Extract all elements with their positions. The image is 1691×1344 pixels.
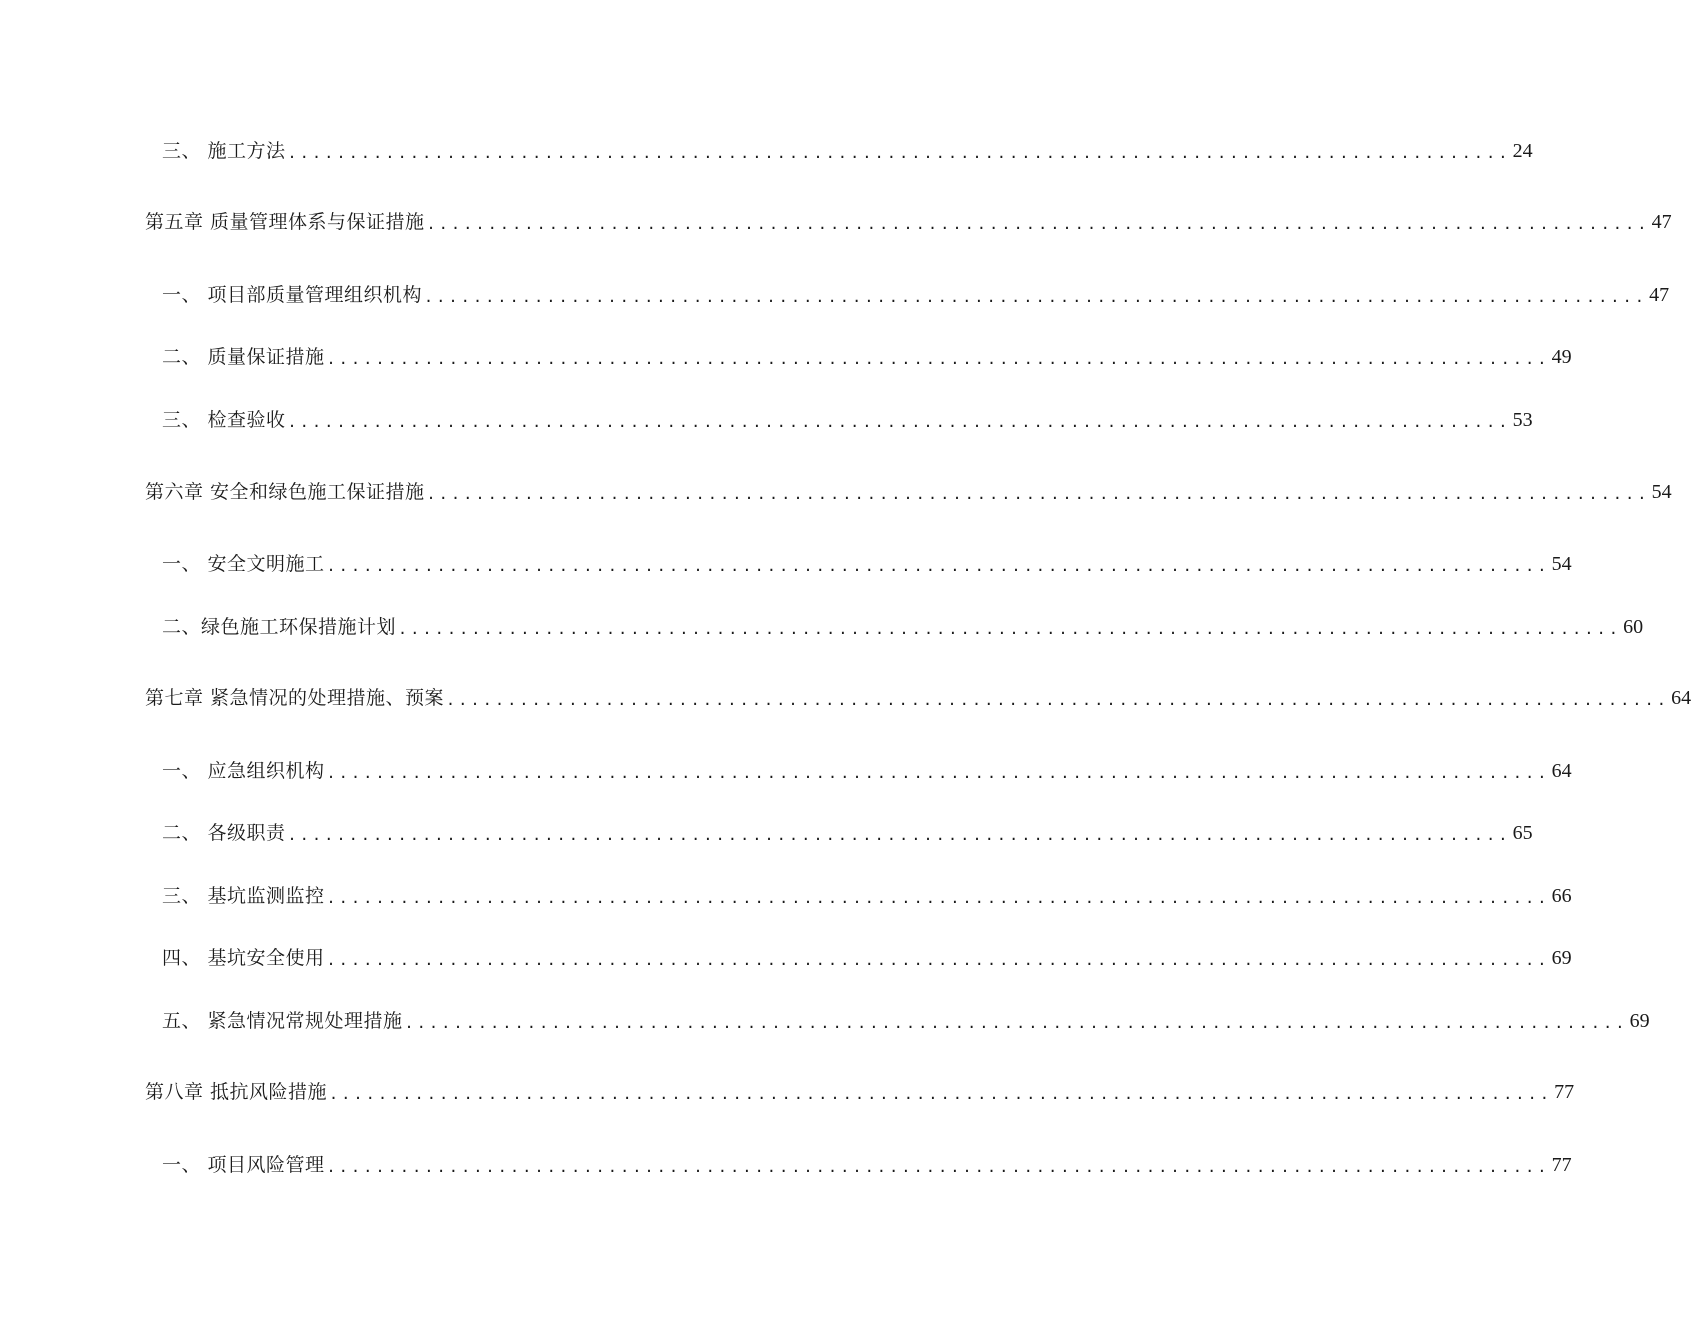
toc-entry[interactable]: [162, 1005, 1650, 1037]
toc-entry-title: 一、 项目风险管理: [162, 1154, 325, 1176]
toc-page-number: 47: [1649, 284, 1670, 306]
toc-dot-leader: ....................................................................................................: [446, 691, 1670, 709]
toc-entry[interactable]: [162, 817, 1533, 849]
toc-dot-leader: ....................................................................................................: [326, 764, 1550, 782]
toc-entry[interactable]: [145, 476, 1672, 508]
toc-dot-leader: ....................................................................................................: [326, 1158, 1550, 1176]
toc-entry-title: 三、 检查验收: [162, 409, 286, 431]
toc-entry-title: 五、 紧急情况常规处理措施: [162, 1010, 403, 1032]
toc-dot-leader: ....................................................................................................: [287, 144, 1511, 162]
toc-entry-title: 一、 项目部质量管理组织机构: [162, 284, 423, 306]
toc-page-number: 66: [1551, 885, 1572, 907]
toc-entry[interactable]: [162, 135, 1533, 167]
toc-entry[interactable]: [162, 548, 1572, 580]
toc-page-number: 47: [1651, 211, 1672, 233]
toc-page-number: 24: [1512, 140, 1533, 162]
toc-entry-title: 三、 基坑监测监控: [162, 885, 325, 907]
toc-entry[interactable]: [162, 404, 1533, 436]
toc-entry[interactable]: [145, 206, 1672, 238]
toc-entry-title: 第八章 抵抗风险措施: [145, 1081, 328, 1103]
toc-entry[interactable]: [162, 942, 1572, 974]
toc-entry[interactable]: [162, 755, 1572, 787]
toc-dot-leader: ....................................................................................................: [426, 215, 1650, 233]
toc-entry[interactable]: [162, 341, 1572, 373]
toc-entry[interactable]: [162, 279, 1670, 311]
toc-page-number: 77: [1551, 1154, 1572, 1176]
toc-page-number: 65: [1512, 822, 1533, 844]
toc-entry-title: 一、 应急组织机构: [162, 760, 325, 782]
toc-dot-leader: ....................................................................................................: [287, 413, 1511, 431]
toc-dot-leader: ....................................................................................................: [404, 1014, 1628, 1032]
toc-dot-leader: ....................................................................................................: [329, 1085, 1553, 1103]
toc-page-number: 54: [1651, 481, 1672, 503]
toc-page-number: 53: [1512, 409, 1533, 431]
toc-entry[interactable]: [162, 880, 1572, 912]
toc-entry-title: 二、 质量保证措施: [162, 346, 325, 368]
toc-entry-title: 三、 施工方法: [162, 140, 286, 162]
toc-dot-leader: ....................................................................................................: [326, 951, 1550, 969]
toc-page-number: 69: [1629, 1010, 1650, 1032]
toc-dot-leader: ....................................................................................................: [326, 889, 1550, 907]
toc-dot-leader: ....................................................................................................: [287, 826, 1511, 844]
toc-dot-leader: ....................................................................................................: [326, 350, 1550, 368]
toc-page-number: 49: [1551, 346, 1572, 368]
toc-page-number: 69: [1551, 947, 1572, 969]
toc-page-number: 60: [1623, 616, 1644, 638]
toc-entry[interactable]: [162, 1149, 1572, 1181]
toc-dot-leader: ....................................................................................................: [426, 485, 1650, 503]
toc-entry[interactable]: [145, 1076, 1575, 1108]
toc-entry-title: 二、绿色施工环保措施计划: [162, 616, 397, 638]
toc-entry[interactable]: [162, 611, 1644, 643]
toc-dot-leader: ....................................................................................................: [326, 557, 1550, 575]
toc-dot-leader: ....................................................................................................: [424, 288, 1648, 306]
toc-page-number: 64: [1671, 687, 1691, 709]
toc-entry-title: 第五章 质量管理体系与保证措施: [145, 211, 425, 233]
toc-entry-title: 一、 安全文明施工: [162, 553, 325, 575]
toc-entry-title: 第六章 安全和绿色施工保证措施: [145, 481, 425, 503]
toc-dot-leader: ....................................................................................................: [398, 620, 1622, 638]
toc-page-number: 54: [1551, 553, 1572, 575]
toc-entry-title: 二、 各级职责: [162, 822, 286, 844]
toc-entry-title: 第七章 紧急情况的处理措施、预案: [145, 687, 445, 709]
toc-entry-title: 四、 基坑安全使用: [162, 947, 325, 969]
toc-page-number: 77: [1554, 1081, 1575, 1103]
toc-page-number: 64: [1551, 760, 1572, 782]
toc-entry[interactable]: [145, 682, 1691, 714]
